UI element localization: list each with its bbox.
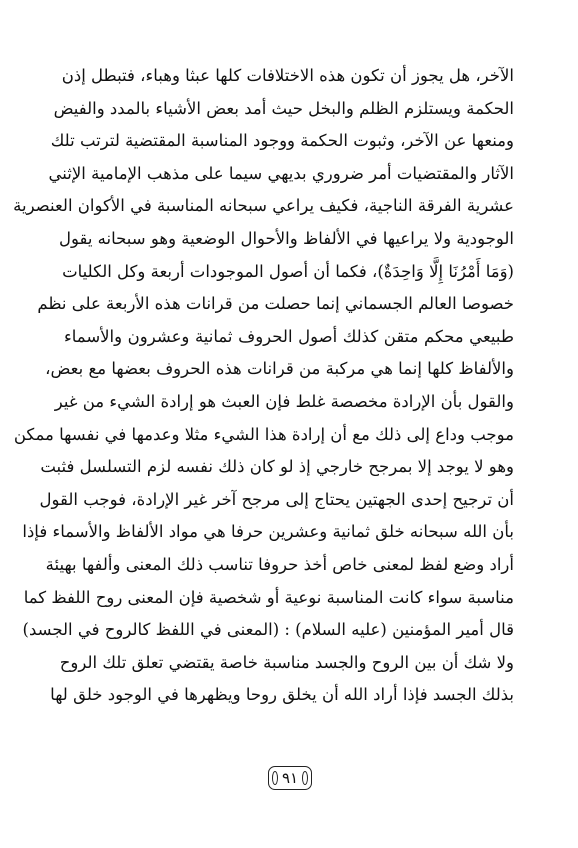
text-line: موجب وداع إلى ذلك مع أن إرادة هذا الشيء مثلا وعدمها في نفسها ممكن (13, 424, 514, 444)
text-line: خصوصا العالم الجسماني إنما حصلت من قرانات هذه الأربعة على نظم (37, 294, 514, 314)
text-line: ومنعها عن الآخر، وثبوت الحكمة ووجود المناسبة المقتضية لترتب تلك (50, 131, 514, 151)
text-line: قال أمير المؤمنين (عليه السلام) : (المعنى في اللفظ كالروح في الجسد) (22, 620, 514, 640)
text-line: والقول بأن الإرادة مخصصة غلط فإن العبث هو إرادة الشيء من غير (54, 391, 514, 411)
text-line: بأن الله سبحانه خلق ثمانية وعشرين حرفا هي مواد الألفاظ والأسماء فإذا (22, 522, 514, 542)
text-line: مناسبة سواء كانت المناسبة نوعية أو شخصية فإن المعنى روح اللفظ كما (23, 587, 514, 607)
page-number-frame (268, 766, 312, 790)
body-text (13, 60, 514, 712)
text-line: الآثار والمقتضيات أمر ضروري بديهي سيما على مذهب الإمامية الإثني (48, 163, 514, 183)
text-line: وهو لا يوجد إلا بمرجح خارجي إذ لو كان ذلك نفسه لزم التسلسل فثبت (40, 457, 514, 477)
text-line: الوجودية ولا يراعيها في الألفاظ والأحوال الوضعية وهو سبحانه يقول (58, 228, 514, 248)
text-line: بذلك الجسد فإذا أراد الله أن يخلق روحا ويظهرها في الوجود خلق لها (50, 685, 514, 705)
text-line: الآخر، هل يجوز أن تكون هذه الاختلافات كلها عبثا وهباء، فتبطل إذن (61, 66, 514, 85)
text-line: الحكمة ويستلزم الظلم والبخل حيث أمد بعض الأشياء بالمدد والفيض (53, 98, 514, 118)
text-line: عشرية الفرقة الناجية، فكيف يراعي سبحانه المناسبة في الأكوان العنصرية (13, 196, 514, 216)
text-line: طبيعي محكم متقن كذلك أصول الحروف ثمانية وعشرون والأسماء (64, 326, 514, 346)
text-line: أن ترجيح إحدى الجهتين يحتاج إلى مرجح آخر غير الإرادة، فوجب القول (39, 489, 514, 509)
text-line: أراد وضع لفظ لمعنى خاص أخذ حروفا تناسب ذلك المعنى وألفها بهيئة (45, 554, 514, 574)
text-line: والألفاظ كلها إنما هي مركبة من قرانات هذه الحروف بعضها مع بعض، (45, 359, 514, 379)
text-line: ولا شك أن بين الروح والجسد مناسبة خاصة يقتضي تعلق تلك الروح (59, 652, 514, 672)
text-line: (وَمَا أَمْرُنَا إِلَّا وَاحِدَةٌ)، فكما أن أصول الموجودات أربعة وكل الكليات (62, 261, 514, 281)
page-number: ٩١ (281, 769, 299, 787)
